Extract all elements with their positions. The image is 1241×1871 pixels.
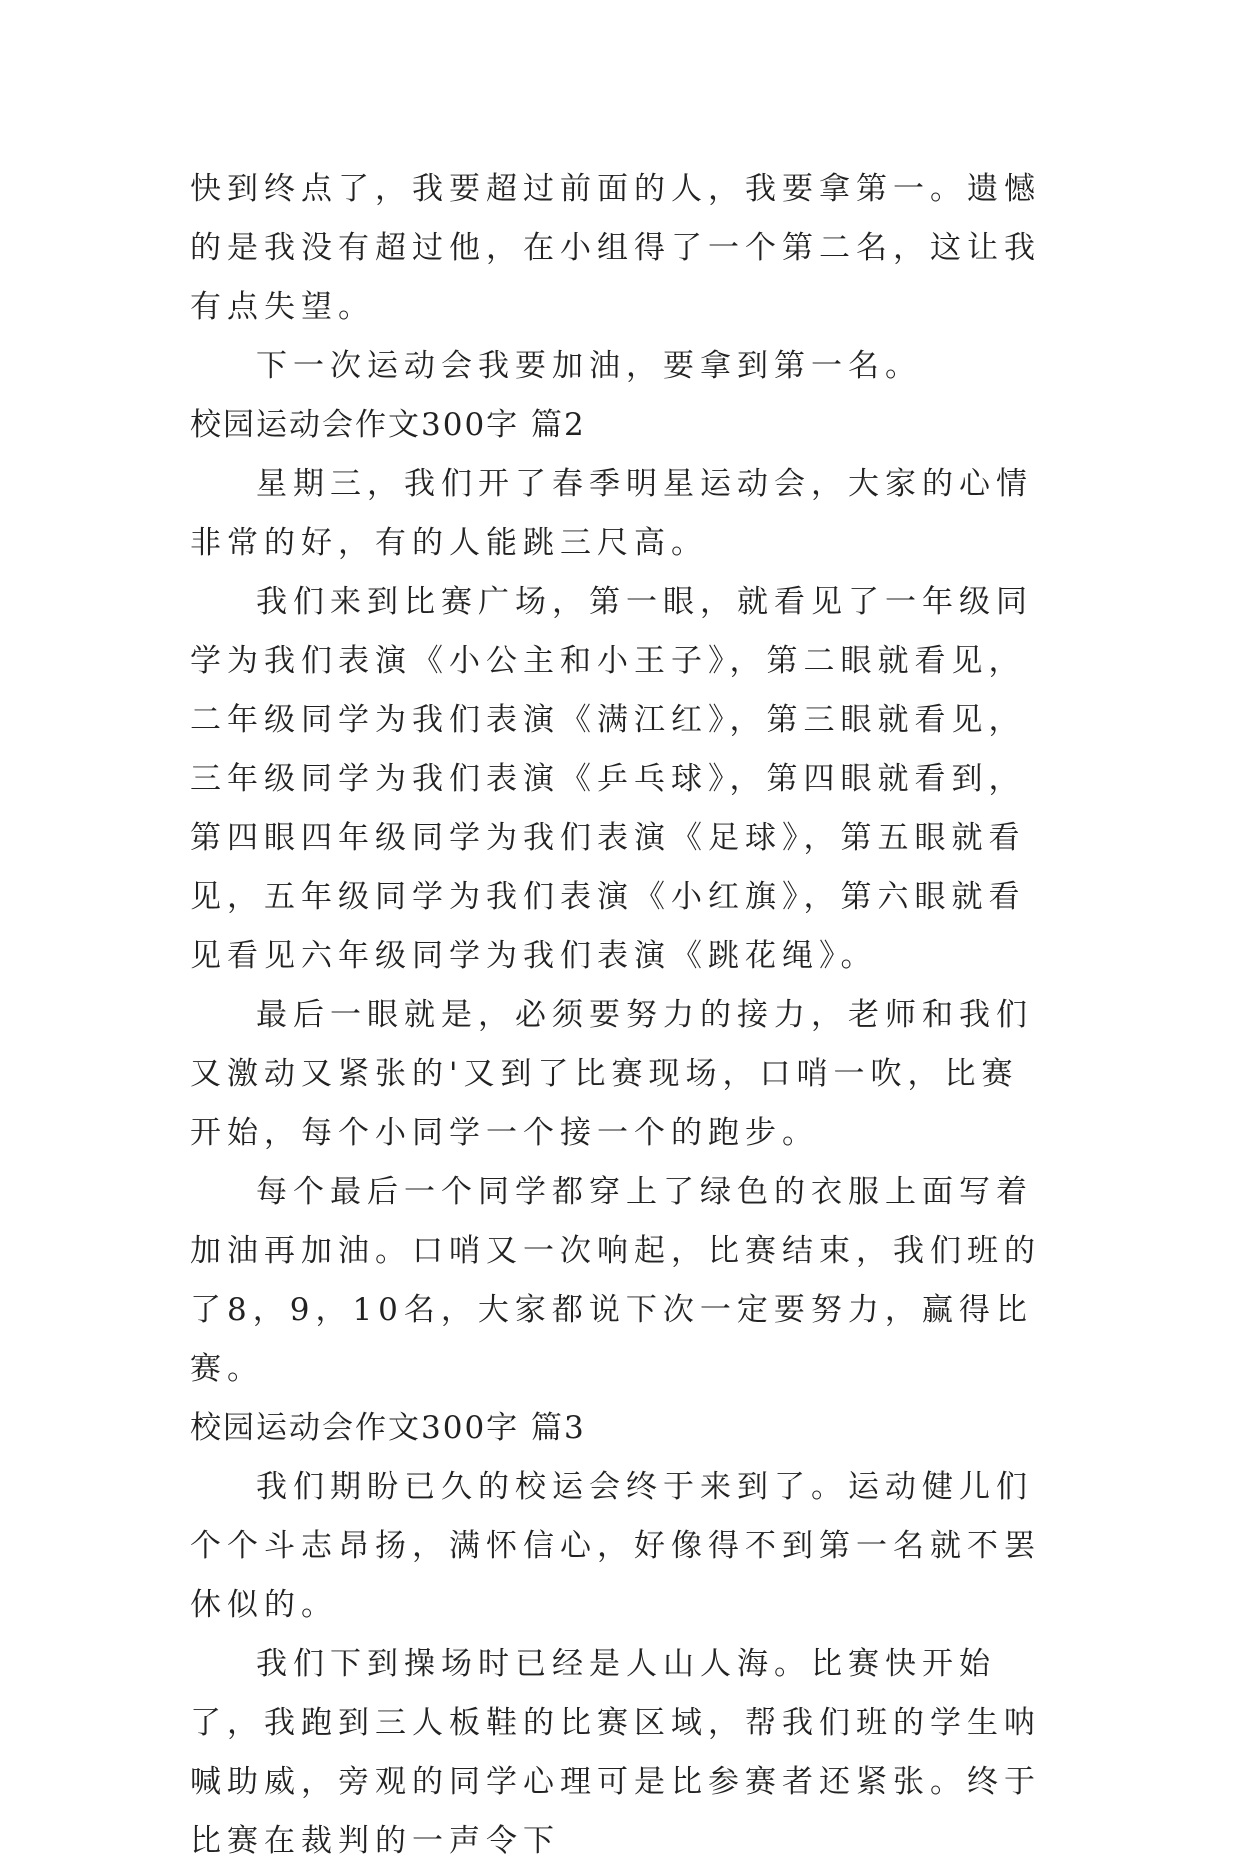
paragraph: 最后一眼就是，必须要努力的接力，老师和我们又激动又紧张的'又到了比赛现场，口哨一吹，比赛开始，每个小同学一个接一个的跑步。 <box>190 997 1033 1151</box>
paragraph: 每个最后一个同学都穿上了绿色的衣服上面写着加油再加油。口哨又一次响起，比赛结束，我们班的了8，9，10名，大家都说下次一定要努力，赢得比赛。 <box>190 1174 1041 1387</box>
paragraph: 星期三，我们开了春季明星运动会，大家的心情非常的好，有的人能跳三尺高。 <box>190 466 1033 561</box>
document-body <box>190 160 1050 1871</box>
paragraph: 我们下到操场时已经是人山人海。比赛快开始了，我跑到三人板鞋的比赛区域，帮我们班的学生呐喊助威，旁观的同学心理可是比参赛者还紧张。终于比赛在裁判的一声令下 <box>190 1646 1041 1859</box>
section-heading: 校园运动会作文300字 篇3 <box>190 1410 586 1446</box>
paragraph: 我们来到比赛广场，第一眼，就看见了一年级同学为我们表演《小公主和小王子》，第二眼就看见，二年级同学为我们表演《满江红》，第三眼就看见，三年级同学为我们表演《乒乓球》，第四眼就看到，第四眼四年级同学为我们表演《足球》，第五眼就看见，五年级同学为我们表演《小红旗》，第六眼就看见看见六年级同学为我们表演《跳花绳》。 <box>190 584 1033 974</box>
paragraph: 下一次运动会我要加油，要拿到第一名。 <box>256 348 922 384</box>
section-heading: 校园运动会作文300字 篇2 <box>190 407 586 443</box>
paragraph: 我们期盼已久的校运会终于来到了。运动健儿们个个斗志昂扬，满怀信心，好像得不到第一名就不罢休似的。 <box>190 1469 1041 1623</box>
paragraph: 快到终点了，我要超过前面的人，我要拿第一。遗憾的是我没有超过他，在小组得了一个第二名，这让我有点失望。 <box>190 171 1041 325</box>
